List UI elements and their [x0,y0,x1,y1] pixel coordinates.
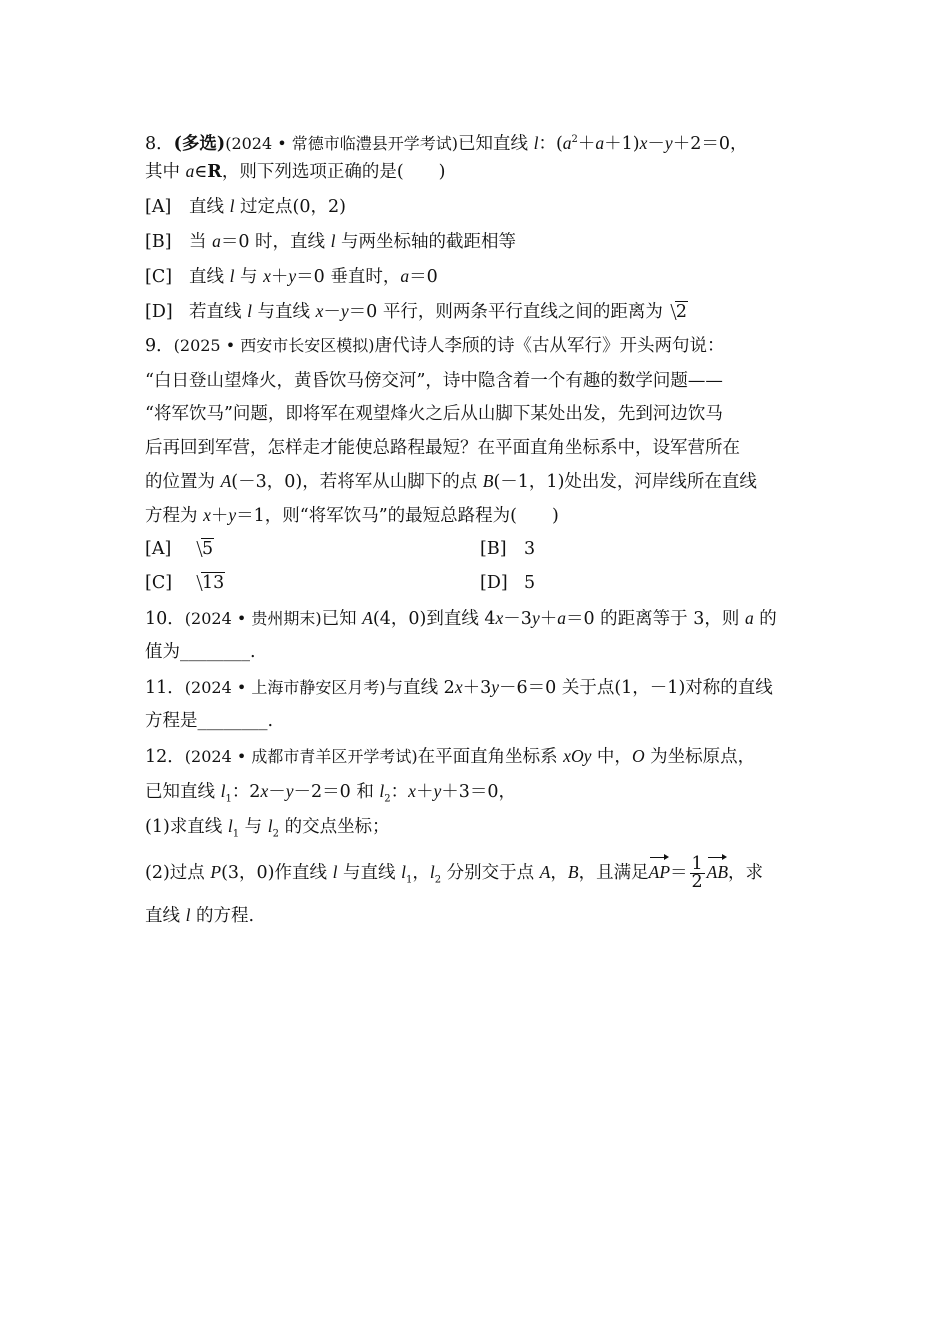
var: x [203,505,211,525]
q8-option-a [145,194,346,219]
option-text: 若直线 [189,302,248,322]
answer-blank: 方程是________. [145,711,274,731]
q8-line1 [145,128,747,156]
sqrt-icon [189,537,214,561]
option-text: 与 [234,267,264,287]
option-text: ＝0 [409,267,438,287]
q10-line1 [145,606,777,631]
q9-line2 [145,369,723,393]
var: a [562,132,572,153]
sqrt-icon [189,571,225,595]
stem-text: 与 [239,817,268,837]
exponent: 2 [571,134,578,145]
question-source: (2024 • 贵州期末) [184,609,322,628]
option-label: [D] [145,302,173,322]
stem-text: － [647,133,665,154]
option-text: ＝0 平行，则两条平行直线之间的距离为 [348,302,663,322]
subscript: 2 [272,828,279,840]
stem-text: ＋ [415,782,434,802]
option-text: 直线 [189,267,230,287]
stem-text: 的交点坐标； [279,817,390,837]
stem-text: 与直线 [337,863,402,883]
option-label: [C] [145,573,173,593]
q12-line1 [145,744,755,769]
stem-text: 唐代诗人李颀的诗《古从军行》开头两句说： [374,336,725,356]
subscript: 2 [384,793,391,805]
tag-paren: ) [216,133,226,154]
var: y [491,677,500,697]
answer-blank: 值为________. [145,642,256,662]
var: y [288,266,297,286]
option-label: [A] [145,539,172,559]
stem-text: ＋1) [604,133,640,154]
stem-text: ＝0 的距离等于 3，则 [565,609,745,629]
stem-text: ＋ [210,506,229,526]
stem-text: ，且满足 [578,863,649,883]
var: l [247,301,252,321]
q10-line2 [145,640,256,664]
var: xOy [563,746,592,766]
subscript: 1 [225,793,232,805]
option-text: － [323,302,341,322]
question-source: (2025 • 西安市长安区模拟) [173,336,375,355]
var: l [429,862,435,882]
stem-text: (4，0)到直线 4 [372,609,496,629]
stem-text: 中， [591,747,632,767]
vector-ab: AB [707,858,728,886]
q9-option-d [480,571,535,595]
stem-text: 的方程. [190,906,255,926]
q9-line3 [145,402,723,426]
option-text: ＋ [270,267,289,287]
var: O [631,746,645,766]
stem-text: “白日登山望烽火，黄昏饮马傍交河”，诗中隐含着一个有趣的数学问题—— [145,371,723,391]
stem-text: ，求 [728,863,764,883]
question-number: 12． [145,747,185,767]
stem-text: － [268,782,286,802]
var: l [401,862,406,882]
question-number: 9． [145,336,174,356]
stem-text: ：( [538,133,563,154]
var: B [482,471,494,491]
option-text: 3 [524,539,536,559]
option-text: 5 [524,573,536,593]
option-label: [D] [480,573,508,593]
var: l [267,816,273,836]
option-text: 过定点(0，2) [234,197,346,217]
option-label: [C] [145,267,173,287]
var: P [210,862,222,882]
sqrt-icon [663,300,688,324]
var: y [531,608,540,628]
var: l [220,781,226,801]
var: a [595,132,605,153]
stem-text: ＋ [539,609,558,629]
real-set-symbol: R [207,162,222,182]
var: y [340,301,349,321]
q11-line1 [145,675,773,700]
stem-text: 已知直线 [145,782,221,802]
stem-text: ＋2＝0， [672,133,748,154]
stem-text: 后再回到军营，怎样走才能使总路程最短？在平面直角坐标系中，设军营所在 [145,438,740,458]
stem-text: (1)求直线 [145,817,228,837]
stem-text: 已知直线 [458,133,534,154]
option-label: [A] [145,197,172,217]
stem-text: ，则下列选项正确的是( ) [221,162,446,182]
var: x [263,266,271,286]
stem-text: 直线 [145,906,186,926]
stem-text: ＋3 [462,678,492,698]
subscript: 1 [405,874,413,886]
var: B [567,862,579,882]
var: l [229,266,235,286]
option-text: 与两坐标轴的截距相等 [335,232,517,252]
option-text: 与直线 [251,302,316,322]
q9-option-b [480,537,535,561]
question-source: (2024 • 常德市临澧县开学考试) [225,133,459,153]
var: y [285,781,294,801]
radicand: 13 [202,573,225,593]
var: A [539,862,551,882]
var: x [315,301,324,321]
stem-text: 分别交于点 [441,863,540,883]
question-source: (2024 • 上海市静安区月考) [184,678,386,697]
stem-text: ：2 [231,782,261,802]
var: x [454,677,463,697]
q9-line1 [145,334,724,358]
q8-option-d [145,299,688,324]
question-number: 11． [145,678,185,698]
var: A [220,471,232,491]
stem-text: 其中 [145,162,186,182]
var: l [185,905,191,925]
stem-text: ＝ [670,863,688,883]
var: x [639,132,648,153]
q8-line2 [145,159,446,184]
var: y [228,505,237,525]
stem-text: 已知 [321,609,363,629]
stem-text: 为坐标原点， [644,747,756,767]
var: x [260,781,269,801]
stem-text: ＋ [577,133,596,154]
fraction-denominator: 2 [691,872,703,892]
question-source: (2024 • 成都市青羊区开学考试) [184,747,418,766]
stem-text: (3，0)作直线 [221,863,333,883]
var: x [495,608,504,628]
stem-text: (－3，0)，若将军从山脚下的点 [231,472,483,492]
question-number: 8． [145,133,174,154]
var: a [744,608,754,628]
stem-text: (2)过点 [145,863,211,883]
var: l [379,781,385,801]
option-label: [B] [145,232,172,252]
q12-part1 [145,814,390,847]
var: a [185,161,195,181]
tag-paren: ( [173,133,182,154]
stem-text: －2＝0 和 [293,782,380,802]
option-label: [B] [480,539,507,559]
var: l [533,132,539,153]
stem-text: 的 [753,609,777,629]
q9-options-row2 [145,571,745,595]
var: l [330,231,336,251]
vector-ap: AP [649,858,670,886]
var: y [433,781,442,801]
q8-option-c [145,264,438,289]
subscript: 2 [434,874,442,886]
radicand: 5 [202,539,214,559]
fraction [690,856,705,891]
q12-part2 [145,856,763,895]
var: a [400,266,410,286]
q9-options-row1 [145,537,745,561]
stem-text: 方程为 [145,506,204,526]
option-text: 直线 [189,197,230,217]
var: x [408,781,416,801]
var: y [664,132,673,153]
stem-text: 的位置为 [145,472,221,492]
option-text: 当 [189,232,213,252]
stem-text: “将军饮马”问题，即将军在观望烽火之后从山脚下某处出发，先到河边饮马 [145,404,723,424]
q9-line4 [145,436,740,460]
stem-text: 与直线 2 [385,678,455,698]
radicand: 2 [675,302,687,322]
q12-line2 [145,779,516,812]
multi-choice-tag: 多选 [181,133,217,154]
var: l [332,862,338,882]
var: l [229,196,235,216]
stem-text: (－1，1)处出发，河岸线所在直线 [493,472,757,492]
stem-text: －3 [503,609,532,629]
option-text: ＝0 垂直时， [296,267,401,287]
var: a [212,231,221,251]
var: a [557,608,566,628]
q8-option-b [145,229,516,254]
question-number: 10． [145,609,185,629]
stem-text: －6＝0 关于点(1，－1)对称的直线 [499,678,773,698]
subscript: 1 [232,828,240,840]
q9-line6 [145,503,559,528]
option-text: ＝0 时，直线 [220,232,331,252]
q12-part2-cont [145,903,254,928]
var: l [227,816,233,836]
stem-text: ： [390,782,409,802]
stem-text: ＝1，则“将军饮马”的最短总路程为( ) [236,506,559,526]
var: A [362,608,373,628]
stem-text: ， [412,863,430,883]
stem-text: ∈ [194,162,208,182]
stem-text: 在平面直角坐标系 [417,747,564,767]
stem-text: ， [550,863,568,883]
q11-line2 [145,709,273,733]
q9-line5 [145,469,757,494]
fraction-numerator: 1 [691,854,703,874]
stem-text: ＋3＝0， [441,782,517,802]
